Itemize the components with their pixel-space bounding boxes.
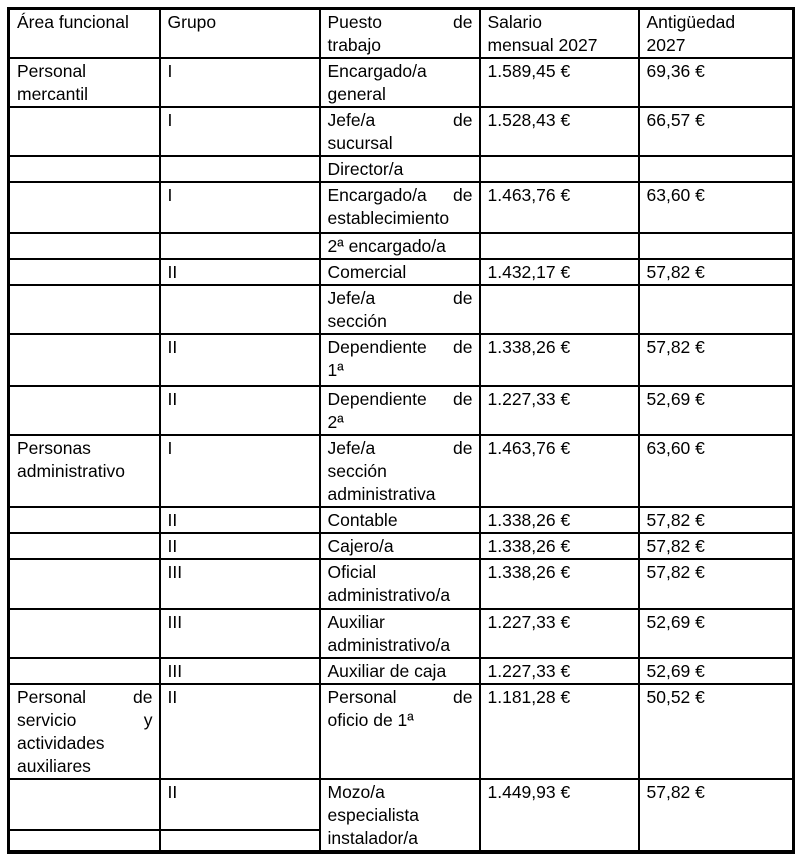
cell-line: 1.589,45 € <box>487 61 571 81</box>
cell-line: administrativa <box>327 484 436 504</box>
cell-line: II <box>167 687 178 707</box>
table-cell <box>9 609 160 658</box>
table-cell <box>639 658 794 684</box>
table-cell <box>639 779 794 852</box>
cell-line: 69,36 € <box>646 61 705 81</box>
table-cell <box>160 182 320 233</box>
cell-line: trabajo <box>327 35 382 55</box>
table-row <box>9 779 794 830</box>
cell-line: 1.338,26 € <box>487 536 571 556</box>
cell-line: 1.449,93 € <box>487 782 571 802</box>
table-cell <box>160 533 320 559</box>
cell-line: 1.227,33 € <box>487 389 571 409</box>
cell-line: 1.463,76 € <box>487 185 571 205</box>
cell-line: establecimiento <box>327 208 450 228</box>
cell-line: II <box>167 389 178 409</box>
table-cell <box>160 58 320 107</box>
cell-line: administrativo/a <box>327 585 451 605</box>
table-cell <box>160 830 320 852</box>
cell-line: administrativo/a <box>327 635 451 655</box>
table-cell <box>9 386 160 435</box>
table-cell <box>480 684 639 779</box>
table-cell <box>160 684 320 779</box>
cell-line: Mozo/a <box>327 782 385 802</box>
table-cell <box>320 507 480 533</box>
table-cell <box>639 58 794 107</box>
table-row <box>9 285 794 334</box>
table-cell <box>160 559 320 609</box>
cell-line: Personal <box>17 61 87 81</box>
table-cell <box>320 658 480 684</box>
cell-line: 52,69 € <box>646 389 705 409</box>
cell-line: II <box>167 262 178 282</box>
cell-line: Personas <box>17 438 91 458</box>
table-row <box>9 107 794 156</box>
table-cell <box>9 435 160 507</box>
cell-word: Puesto <box>327 12 382 32</box>
cell-line <box>328 184 473 207</box>
table-cell <box>9 285 160 334</box>
cell-line: sucursal <box>327 133 393 153</box>
cell-line: 1.338,26 € <box>487 562 571 582</box>
table-cell <box>320 559 480 609</box>
table-cell <box>9 182 160 233</box>
cell-line: 57,82 € <box>646 536 705 556</box>
cell-line: instalador/a <box>327 828 418 848</box>
cell-line: 57,82 € <box>646 782 705 802</box>
cell-word: de <box>453 389 473 409</box>
header-cell <box>160 9 320 59</box>
header-cell <box>480 9 639 59</box>
cell-line: Salario <box>487 12 542 32</box>
cell-word: Personal <box>17 687 87 707</box>
table-cell <box>320 609 480 658</box>
cell-line: mensual 2027 <box>487 35 598 55</box>
table-cell <box>9 259 160 285</box>
cell-line: 2ª <box>327 412 344 432</box>
cell-line: I <box>167 438 173 458</box>
cell-line <box>328 11 473 34</box>
table-cell <box>639 156 794 182</box>
cell-word: Jefe/a <box>327 288 376 308</box>
cell-line: Auxiliar de caja <box>327 661 447 681</box>
table-row <box>9 182 794 233</box>
cell-line: 52,69 € <box>646 661 705 681</box>
table-cell <box>639 435 794 507</box>
cell-word: de <box>453 185 473 205</box>
table-row <box>9 658 794 684</box>
table-cell <box>160 233 320 259</box>
table-row <box>9 233 794 259</box>
table-row <box>9 334 794 386</box>
table-cell <box>480 156 639 182</box>
table-cell <box>480 435 639 507</box>
cell-line <box>328 686 473 709</box>
table-cell <box>320 107 480 156</box>
cell-line: Comercial <box>327 262 407 282</box>
table-cell <box>9 156 160 182</box>
table-cell <box>320 58 480 107</box>
cell-line: 63,60 € <box>646 185 705 205</box>
table-cell <box>480 779 639 852</box>
table-cell <box>639 285 794 334</box>
cell-line: Director/a <box>327 159 404 179</box>
cell-line: 1.227,33 € <box>487 612 571 632</box>
cell-line <box>17 709 153 732</box>
table-cell <box>320 182 480 233</box>
table-cell <box>480 58 639 107</box>
table-row <box>9 684 794 779</box>
header-row <box>9 9 794 59</box>
salary-table <box>7 7 795 854</box>
cell-line: III <box>167 661 183 681</box>
cell-line: sección <box>327 461 387 481</box>
table-cell <box>160 609 320 658</box>
table-cell <box>320 233 480 259</box>
table-cell <box>9 334 160 386</box>
table-cell <box>639 233 794 259</box>
cell-line: 66,57 € <box>646 110 705 130</box>
table-cell <box>639 334 794 386</box>
table-cell <box>160 285 320 334</box>
cell-line: II <box>167 337 178 357</box>
cell-word: de <box>453 438 473 458</box>
table-cell <box>320 259 480 285</box>
cell-line: especialista <box>327 805 419 825</box>
cell-line: Grupo <box>167 12 217 32</box>
cell-line: II <box>167 510 178 530</box>
header-cell <box>320 9 480 59</box>
table-cell <box>480 334 639 386</box>
header-cell <box>9 9 160 59</box>
table-cell <box>480 182 639 233</box>
cell-word: de <box>453 288 473 308</box>
cell-word: Dependiente <box>327 337 427 357</box>
cell-word: de <box>453 687 473 707</box>
table-cell <box>639 609 794 658</box>
cell-word: de <box>133 687 153 707</box>
table-cell <box>480 107 639 156</box>
table-cell <box>480 533 639 559</box>
table-cell <box>320 156 480 182</box>
cell-line: 2027 <box>646 35 686 55</box>
table-cell <box>9 58 160 107</box>
cell-line: 2ª encargado/a <box>327 236 446 256</box>
table-row <box>9 533 794 559</box>
cell-line: III <box>167 612 183 632</box>
salary-table-body <box>9 9 794 853</box>
table-row <box>9 559 794 609</box>
cell-line: Oficial <box>327 562 377 582</box>
cell-line: oficio de 1ª <box>327 710 414 730</box>
table-cell <box>9 107 160 156</box>
cell-line: 63,60 € <box>646 438 705 458</box>
cell-line: Antigüedad <box>646 12 736 32</box>
cell-line: auxiliares <box>17 756 91 776</box>
table-cell <box>480 559 639 609</box>
cell-line: mercantil <box>17 84 88 104</box>
cell-line <box>328 109 473 132</box>
cell-line: 57,82 € <box>646 337 705 357</box>
table-row <box>9 259 794 285</box>
table-cell <box>320 435 480 507</box>
cell-line <box>328 287 473 310</box>
table-cell <box>160 107 320 156</box>
cell-word: Jefe/a <box>327 438 376 458</box>
cell-word: servicio <box>17 710 77 730</box>
cell-line: 1ª <box>327 360 344 380</box>
table-row <box>9 386 794 435</box>
cell-line: III <box>167 562 183 582</box>
cell-word: de <box>453 12 473 32</box>
cell-line: actividades <box>17 733 105 753</box>
header-cell <box>639 9 794 59</box>
cell-line: I <box>167 110 173 130</box>
table-cell <box>320 684 480 779</box>
table-row <box>9 435 794 507</box>
cell-word: Personal <box>327 687 397 707</box>
cell-line: 1.432,17 € <box>487 262 571 282</box>
cell-word: Encargado/a <box>327 185 427 205</box>
cell-line: 57,82 € <box>646 562 705 582</box>
cell-line: 57,82 € <box>646 262 705 282</box>
cell-line: I <box>167 61 173 81</box>
table-cell <box>320 533 480 559</box>
cell-word: de <box>453 337 473 357</box>
table-row <box>9 507 794 533</box>
cell-line <box>328 437 473 460</box>
table-cell <box>480 386 639 435</box>
table-cell <box>639 107 794 156</box>
cell-line: Auxiliar <box>327 612 385 632</box>
table-cell <box>480 658 639 684</box>
table-row <box>9 609 794 658</box>
table-cell <box>320 285 480 334</box>
cell-line: general <box>327 84 386 104</box>
cell-word: Jefe/a <box>327 110 376 130</box>
table-cell <box>9 233 160 259</box>
table-cell <box>639 507 794 533</box>
cell-line: 1.338,26 € <box>487 337 571 357</box>
table-row <box>9 156 794 182</box>
cell-line: administrativo <box>17 461 125 481</box>
table-cell <box>9 507 160 533</box>
cell-line: 1.181,28 € <box>487 687 571 707</box>
table-cell <box>320 779 480 852</box>
cell-line: Área funcional <box>17 12 129 32</box>
table-row <box>9 58 794 107</box>
cell-line: 1.528,43 € <box>487 110 571 130</box>
cell-line: Contable <box>327 510 398 530</box>
table-cell <box>639 533 794 559</box>
table-cell <box>480 259 639 285</box>
table-cell <box>160 507 320 533</box>
cell-line <box>328 388 473 411</box>
table-cell <box>9 559 160 609</box>
cell-line: 1.227,33 € <box>487 661 571 681</box>
table-cell <box>160 259 320 285</box>
cell-line: I <box>167 185 173 205</box>
table-cell <box>160 156 320 182</box>
table-cell <box>9 830 160 852</box>
table-cell <box>480 609 639 658</box>
cell-line: 1.338,26 € <box>487 510 571 530</box>
table-cell <box>639 559 794 609</box>
table-cell <box>160 386 320 435</box>
table-cell <box>160 658 320 684</box>
cell-line: Cajero/a <box>327 536 394 556</box>
table-cell <box>480 507 639 533</box>
table-cell <box>320 334 480 386</box>
table-cell <box>9 684 160 779</box>
cell-word: Dependiente <box>327 389 427 409</box>
cell-line: 52,69 € <box>646 612 705 632</box>
table-cell <box>160 779 320 830</box>
cell-line: II <box>167 782 178 802</box>
table-cell <box>9 658 160 684</box>
cell-line: Encargado/a <box>327 61 427 81</box>
table-cell <box>9 533 160 559</box>
cell-line: 1.463,76 € <box>487 438 571 458</box>
table-cell <box>480 233 639 259</box>
cell-line: 50,52 € <box>646 687 705 707</box>
table-cell <box>480 285 639 334</box>
cell-word: y <box>143 710 153 730</box>
cell-word: de <box>453 110 473 130</box>
table-cell <box>639 386 794 435</box>
table-cell <box>639 684 794 779</box>
table-cell <box>639 259 794 285</box>
cell-line: sección <box>327 311 387 331</box>
table-cell <box>160 435 320 507</box>
cell-line <box>328 336 473 359</box>
table-cell <box>639 182 794 233</box>
table-cell <box>160 334 320 386</box>
table-cell <box>9 779 160 830</box>
cell-line: II <box>167 536 178 556</box>
table-cell <box>320 386 480 435</box>
cell-line <box>17 686 153 709</box>
cell-line: 57,82 € <box>646 510 705 530</box>
